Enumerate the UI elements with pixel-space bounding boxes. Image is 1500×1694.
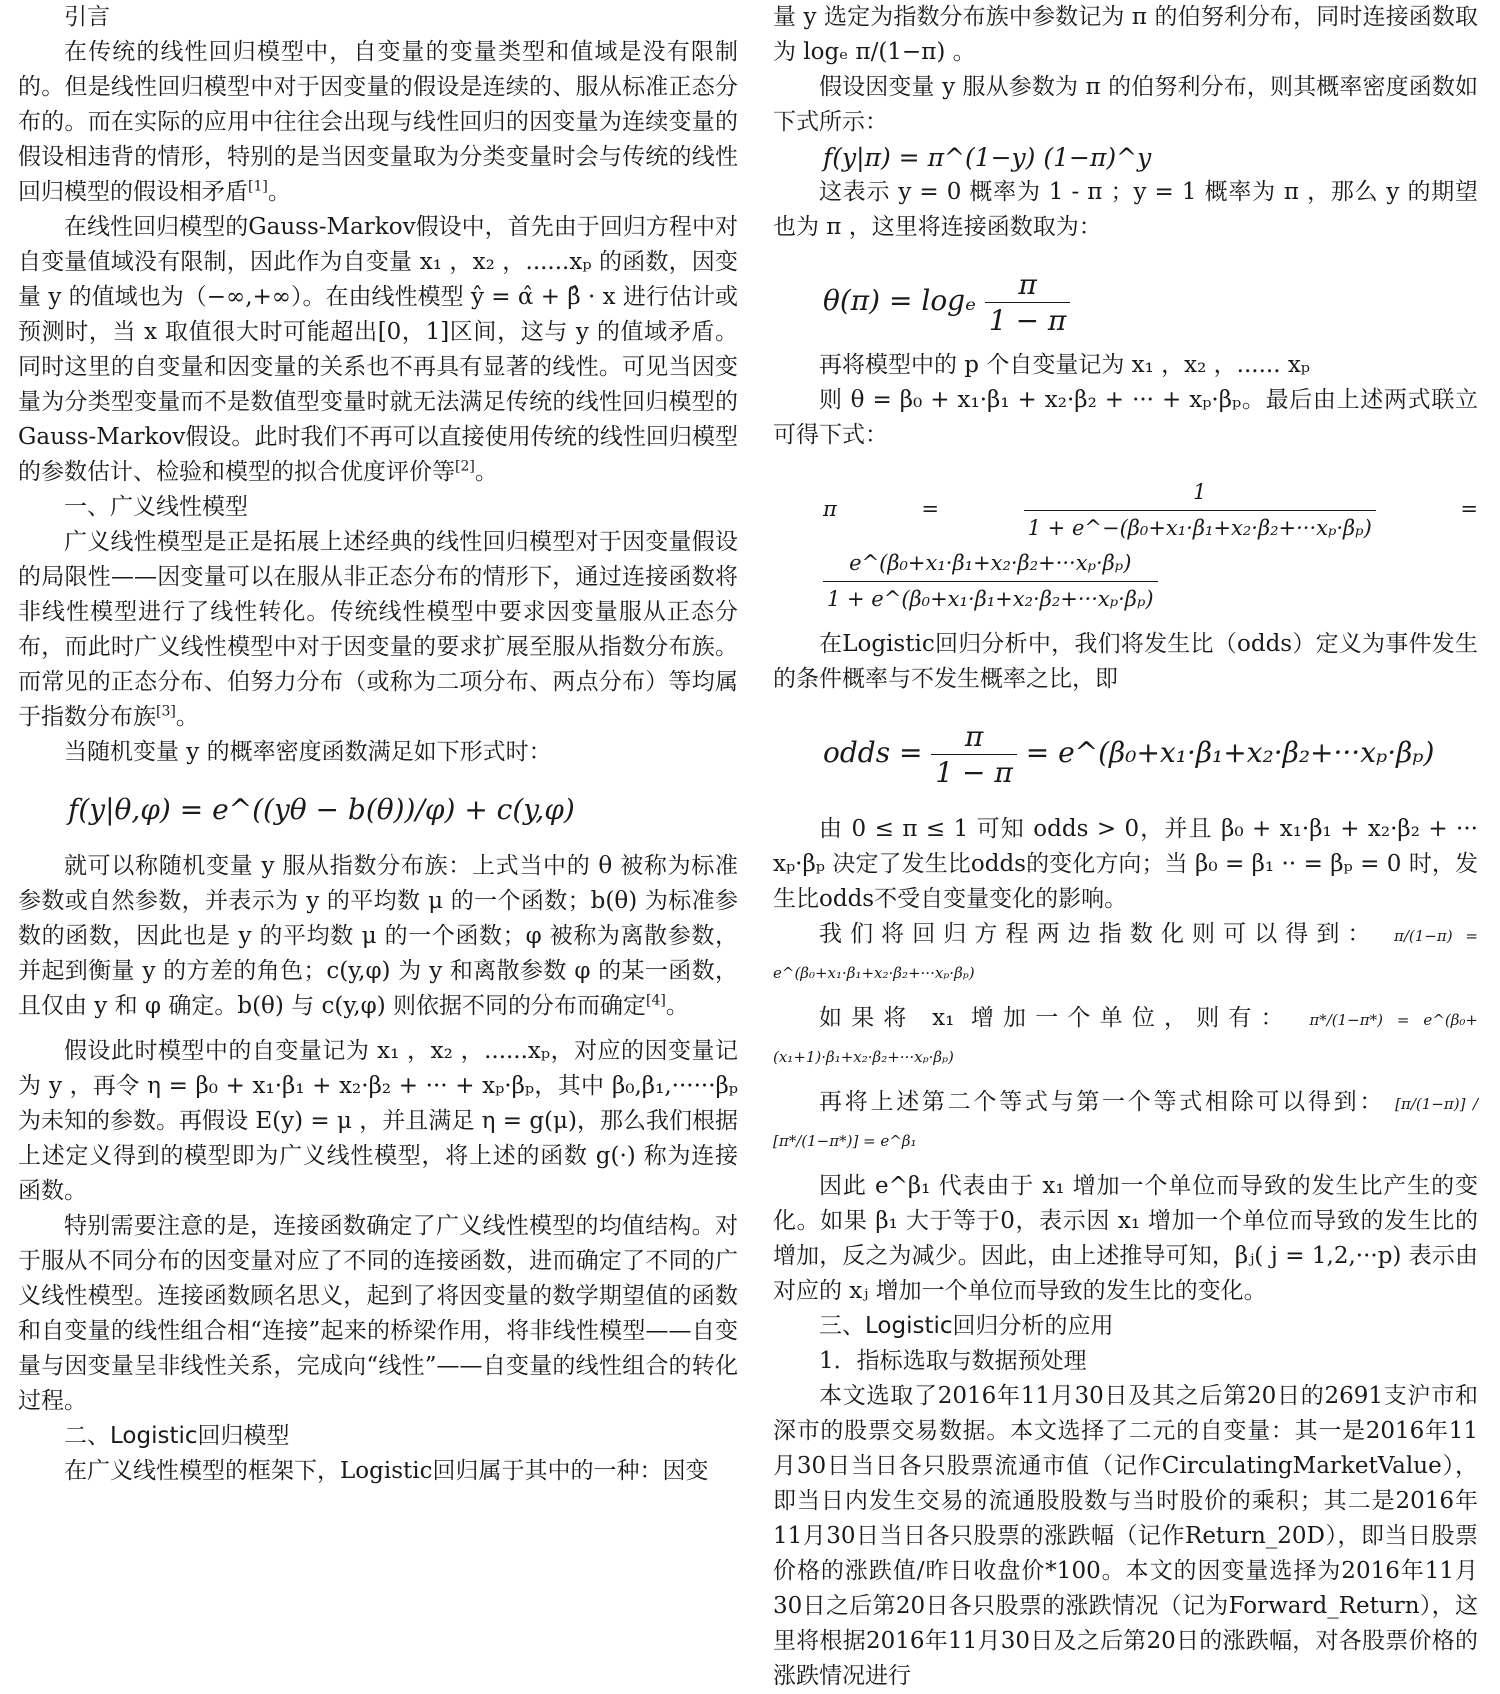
right-paragraph-3: 这表示 y = 0 概率为 1 - π ；y = 1 概率为 π ，那么 y 的期望也为 π ，这里将连接函数取为：	[773, 179, 1478, 240]
link-eq-fraction	[985, 267, 1070, 338]
increment-equation: π*/(1−π*) = e^(β₀+(x₁+1)·β₁+x₂·β₂+···xₚ·βₚ)	[773, 1011, 1478, 1066]
right-paragraph-2: 假设因变量 y 服从参数为 π 的伯努利分布，则其概率密度函数如下式所示：	[773, 74, 1478, 135]
right-paragraph-12: 本文选取了2016年11月30日及其之后第20日的2691支沪市和深市的股票交易数据。本文选择了二元的自变量：其一是2016年11月30日当日各只股票流通市值（记作CirculatingMarketValue），即当日内发生交易的流通股股数与当时股价的乘积；其二是2016年11月30日当日各只股票的涨跌幅（记作Return_20D），即当日股票价格的涨跌值/昨日收盘价*100。本文的因变量选择为2016年11月30日之后第20日各只股票的涨跌情况（记为Forward_Return），这里将根据2016年11月30日及之后第20日的涨跌幅，对各股票价格的涨跌情况进行	[773, 1383, 1478, 1689]
citation-2: [2]	[455, 458, 475, 475]
odds-equation	[773, 719, 1478, 790]
right-paragraph-7: 由 0 ≤ π ≤ 1 可知 odds > 0，并且 β₀ + x₁·β₁ + x₂·β₂ + ··· xₚ·βₚ 决定了发生比odds的变化方向；当 β₀ = β₁ ·· = βₚ = 0 时，发生比odds不受自变量变化的影响。	[773, 816, 1478, 912]
link-function-equation	[773, 267, 1478, 338]
right-paragraph-9	[773, 1001, 1478, 1075]
link-eq-lhs: θ(π) = logₑ	[823, 284, 976, 317]
pi-eq-denominator-2: 1 + e^(β₀+x₁·β₁+x₂·β₂+···xₚ·βₚ)	[827, 587, 1154, 611]
pi-eq-denominator-1: 1 + e^−(β₀+x₁·β₁+x₂·β₂+···xₚ·βₚ)	[1027, 516, 1372, 540]
right-column	[773, 0, 1479, 1689]
intro-paragraph-2: 在线性回归模型的Gauss-Markov假设中，首先由于回归方程中对自变量值域没有限制，因此作为自变量 x₁ ，x₂ ，......xₚ 的函数，因变量 y 的值域也为（−∞,+∞）。在由线性模型 ŷ = α̂ + β̂ · x 进行估计或预测时，当 x 取值很大时可能超出[0，1]区间，这与 y 的值域矛盾。同时这里的自变量和因变量的关系也不再具有显著的线性。可见当因变量为分类型变量而不是数值型变量时就无法满足传统的线性回归模型的Gauss-Markov假设。此时我们不再可以直接使用传统的线性回归模型的参数估计、检验和模型的拟合优度评价等[2]。	[18, 214, 738, 485]
section-1-paragraph-1: 广义线性模型是正是拓展上述经典的线性回归模型对于因变量假设的局限性——因变量可以在服从非正态分布的情形下，通过连接函数将非线性模型进行了线性转化。传统线性模型中要求因变量服从正态分布，而此时广义线性模型中对于因变量的要求扩展至服从指数分布族。而常见的正态分布、伯努力分布（或称为二项分布、两点分布）等均属于指数分布族[3]。	[18, 529, 738, 730]
intro-paragraph-1: 在传统的线性回归模型中，自变量的变量类型和值域是没有限制的。但是线性回归模型中对于因变量的假设是连续的、服从标准正态分布的。而在实际的应用中往往会出现与线性回归的因变量为连续变量的假设相违背的情形，特别的是当因变量取为分类变量时会与传统的线性回归模型的假设相矛盾[1]。	[18, 39, 738, 205]
pi-eq-lhs: π =	[823, 497, 940, 521]
bernoulli-equation: f(y|π) = π^(1−y) (1−π)^y	[823, 143, 1152, 172]
section-1-paragraph-5: 特别需要注意的是，连接函数确定了广义线性模型的均值结构。对于服从不同分布的因变量对应了不同的连接函数，进而确定了不同的广义线性模型。连接函数顾名思义，起到了将因变量的数学期望值的函数和自变量的线性组合相“连接”起来的桥梁作用，将非线性模型——自变量与因变量呈非线性关系，完成向“线性”——自变量的线性组合的转化过程。	[18, 1213, 738, 1414]
right-paragraph-1: 量 y 选定为指数分布族中参数记为 π 的伯努利分布，同时连接函数取为 logₑ π/(1−π) 。	[773, 4, 1478, 65]
citation-1: [1]	[248, 178, 268, 195]
right-paragraph-9-text: 如果将 x₁ 增加一个单位，则有：	[819, 1005, 1293, 1031]
section-1-paragraph-3: 就可以称随机变量 y 服从指数分布族：上式当中的 θ 被称为标准参数或自然参数，并表示为 y 的平均数 μ 的一个函数；b(θ) 为标准参数的函数，因此也是 y 的平均数 μ 的一个函数；φ 被称为离散参数，并起到衡量 y 的方差的角色；c(y,φ) 为 y 和离散参数 φ 的某一函数，且仅由 y 和 φ 确定。b(θ) 与 c(y,φ) 则依据不同的分布而确定[4]。	[18, 853, 738, 1019]
section-1-paragraph-4: 假设此时模型中的自变量记为 x₁ ，x₂ ，......xₚ，对应的因变量记为 y ，再令 η = β₀ + x₁·β₁ + x₂·β₂ + ··· + xₚ·βₚ，其中 β₀,β₁,······βₚ 为未知的参数。再假设 E(y) = μ ，并且满足 η = g(μ)，那么我们根据上述定义得到的模型即为广义线性模型，将上述的函数 g(·) 称为连接函数。	[18, 1038, 738, 1204]
right-paragraph-10-text: 再将上述第二个等式与第一个等式相除可以得到：	[819, 1089, 1386, 1115]
right-paragraph-5: 则 θ = β₀ + x₁·β₁ + x₂·β₂ + ··· + xₚ·βₚ。最后由上述两式联立可得下式：	[773, 387, 1478, 448]
odds-eq-fraction	[931, 719, 1016, 790]
intro-paragraph-2-text: 在线性回归模型的Gauss-Markov假设中，首先由于回归方程中对自变量值域没有限制，因此作为自变量 x₁ ，x₂ ，......xₚ 的函数，因变量 y 的值域也为（−∞,+∞）。在由线性模型 ŷ = α̂ + β̂ · x 进行估计或预测时，当 x 取值很大时可能超出[0，1]区间，这与 y 的值域矛盾。同时这里的自变量和因变量的关系也不再具有显著的线性。可见当因变量为分类型变量而不是数值型变量时就无法满足传统的线性回归模型的Gauss-Markov假设。此时我们不再可以直接使用传统的线性回归模型的参数估计、检验和模型的拟合优度评价等	[18, 214, 738, 485]
odds-eq-rhs: = e^(β₀+x₁·β₁+x₂·β₂+···xₚ·βₚ)	[1025, 736, 1435, 769]
link-eq-denominator: 1 − π	[988, 304, 1067, 337]
link-eq-numerator: π	[985, 267, 1070, 303]
section-1-paragraph-1-text: 广义线性模型是正是拓展上述经典的线性回归模型对于因变量假设的局限性——因变量可以在服从非正态分布的情形下，通过连接函数将非线性模型进行了线性转化。传统线性模型中要求因变量服从正态分布，而此时广义线性模型中对于因变量的要求扩展至服从指数分布族。而常见的正态分布、伯努力分布（或称为二项分布、两点分布）等均属于指数分布族	[18, 529, 738, 730]
right-paragraph-4: 再将模型中的 p 个自变量记为 x₁ ，x₂ ，...... xₚ	[819, 352, 1311, 378]
section-1-heading: 一、广义线性模型	[64, 494, 248, 520]
section-3-heading: 三、Logistic回归分析的应用	[819, 1313, 1114, 1339]
section-3-subheading: 1．指标选取与数据预处理	[819, 1348, 1087, 1374]
ratio-equation: [π/(1−π)] / [π*/(1−π*)] = e^β₁	[773, 1095, 1479, 1150]
right-paragraph-10	[773, 1085, 1478, 1159]
odds-eq-numerator: π	[931, 719, 1016, 755]
odds-eq-lhs: odds =	[823, 736, 923, 769]
citation-4: [4]	[645, 992, 666, 1009]
section-1-paragraph-2: 当随机变量 y 的概率密度函数满足如下形式时：	[64, 739, 552, 765]
odds-eq-denominator: 1 − π	[935, 756, 1013, 789]
pi-eq-fraction-2	[823, 546, 1158, 617]
right-paragraph-8-text: 我们将回归方程两边指数化则可以得到：	[819, 921, 1379, 947]
exp-family-equation: f(y|θ,φ) = e^((yθ − b(θ))/φ) + c(y,φ)	[68, 793, 575, 826]
pi-eq-numerator-2: e^(β₀+x₁·β₁+x₂·β₂+···xₚ·βₚ)	[823, 546, 1158, 582]
section-2-paragraph-1: 在广义线性模型的框架下，Logistic回归属于其中的一种：因变	[64, 1458, 709, 1484]
right-paragraph-6: 在Logistic回归分析中，我们将发生比（odds）定义为事件发生的条件概率与不发生概率之比，即	[773, 631, 1478, 692]
intro-heading: 引言	[64, 4, 110, 30]
right-paragraph-8	[773, 917, 1478, 991]
right-paragraph-11: 因此 e^β₁ 代表由于 x₁ 增加一个单位而导致的发生比产生的变化。如果 β₁ 大于等于0，表示因 x₁ 增加一个单位而导致的发生比的增加，反之为减少。因此，由上述推导可知，βⱼ( j = 1,2,···p) 表示由对应的 xⱼ 增加一个单位而导致的发生比的变化。	[773, 1173, 1478, 1304]
pi-eq-fraction-1	[1024, 475, 1376, 546]
pi-eq-numerator-1: 1	[1024, 475, 1376, 511]
exponentiated-equation: π/(1−π) = e^(β₀+x₁·β₁+x₂·β₂+···xₚ·βₚ)	[773, 927, 1478, 982]
section-1-paragraph-3-text: 就可以称随机变量 y 服从指数分布族：上式当中的 θ 被称为标准参数或自然参数，并表示为 y 的平均数 μ 的一个函数；b(θ) 为标准参数的函数，因此也是 y 的平均数 μ 的一个函数；φ 被称为离散参数，并起到衡量 y 的方差的角色；c(y,φ) 为 y 和离散参数 φ 的某一函数，且仅由 y 和 φ 确定。b(θ) 与 c(y,φ) 则依据不同的分布而确定	[18, 853, 738, 1019]
pi-equation: π = $\frac{1}{\text{1 + e\textasciicircum{}−(β₀+x₁·β₁+x₂·β₂+···xₚ·βₚ)}}$ = $\frac{\text{e\textasciicircum{}(β₀+x₁·β₁+x₂·β₂+···xₚ·βₚ)}}{\text{1 + e\textasciicircum{}(β₀+x₁·β₁+x₂·β₂+···xₚ·βₚ)}}$	[773, 475, 1478, 617]
section-2-heading: 二、Logistic回归模型	[64, 1423, 290, 1449]
citation-3: [3]	[156, 703, 176, 720]
intro-paragraph-1-text: 在传统的线性回归模型中，自变量的变量类型和值域是没有限制的。但是线性回归模型中对于因变量的假设是连续的、服从标准正态分布的。而在实际的应用中往往会出现与线性回归的因变量为连续变量的假设相违背的情形，特别的是当因变量取为分类变量时会与传统的线性回归模型的假设相矛盾	[18, 39, 738, 205]
left-column	[18, 0, 738, 1584]
